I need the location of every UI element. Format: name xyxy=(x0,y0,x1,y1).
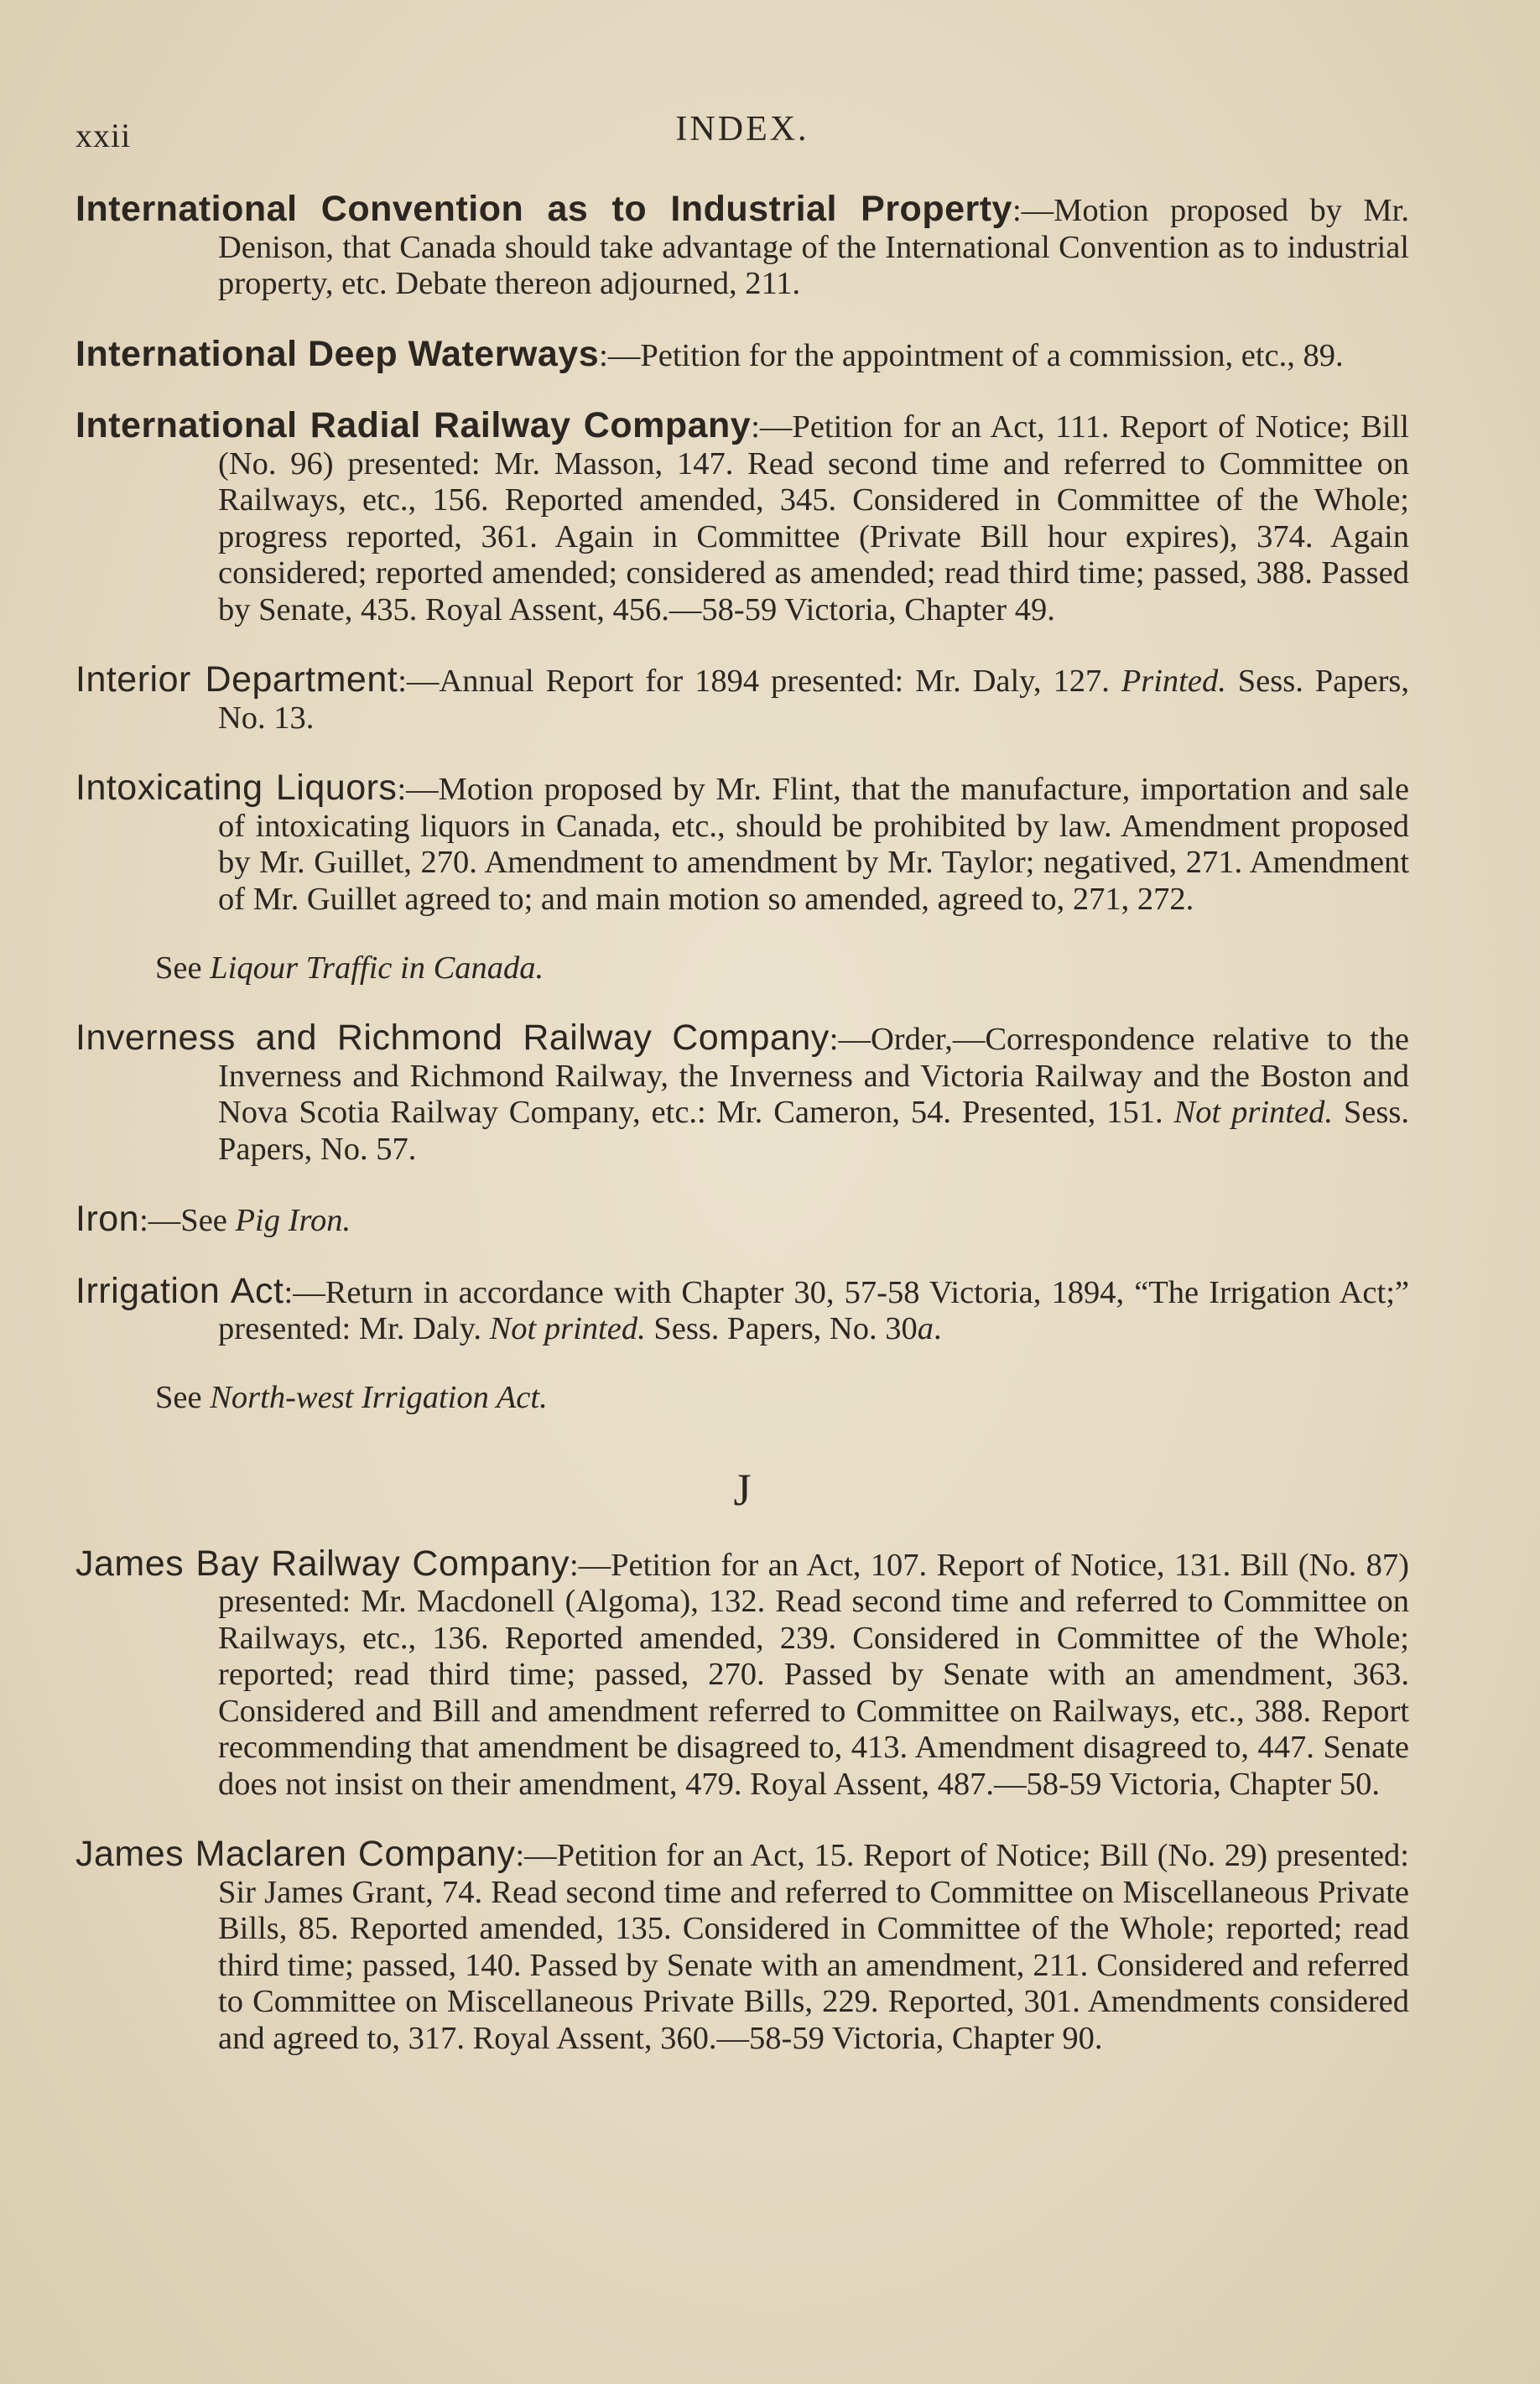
entry-body: :—Annual Report for 1894 presented: Mr. Daly, 127. xyxy=(398,664,1110,699)
index-entry xyxy=(75,333,1409,375)
entry-heading: James Maclaren Company xyxy=(75,1834,516,1874)
page-header xyxy=(75,109,1409,176)
not-printed-note: Not printed. xyxy=(1173,1095,1333,1130)
entry-heading: Interior Department xyxy=(75,659,398,700)
see-target: Liqour Traffic in Canada. xyxy=(210,950,544,986)
see-reference xyxy=(75,1380,1409,1417)
see-reference xyxy=(75,950,1409,987)
index-entry xyxy=(75,770,1409,918)
section-letter: J xyxy=(733,1464,752,1515)
entry-body: :—Petition for an Act, 107. Report of Notice, 131. Bill (No. 87) presented: Mr. Macdonell (Algoma), 132. Read second time and referred to Committee on Railways, etc., 136. Reported amended, 239. Considered in Committee of the Whole; reported; read third time; passed, 270. Passed by Senate with an amendment, 363. Considered and Bill and amendment referred to Committee on Railways, etc., 388. Report recommending that amendment be disagreed to, 413. Amendment disagreed to, 447. Senate does not insist on their amendment, 479. Royal Assent, 487.—58-59 Victoria, Chapter 50. xyxy=(218,1547,1409,1802)
index-page xyxy=(75,109,1409,2090)
see-target: Pig Iron. xyxy=(235,1203,351,1238)
entry-body: :—See xyxy=(139,1203,227,1238)
page-number: xxii xyxy=(75,117,132,154)
entry-tail: Sess. Papers, No. 13. xyxy=(218,664,1410,736)
entry-heading: Intoxicating Liquors xyxy=(75,768,398,808)
entry-body: :—Petition for the appointment of a commission, etc., 89. xyxy=(599,337,1344,373)
entry-body: :—Petition for an Act, 15. Report of Notice; Bill (No. 29) presented: Sir James Grant, 74. Read second time and referred to Committee on Miscellaneous Private Bills, 85. Reported amended, 135. Considered in Committee of the Whole; reported; read third time; passed, 140. Passed by Senate with an amendment, 211. Considered and referred to Committee on Miscellaneous Private Bills, 229. Reported, 301. Amendments considered and agreed to, 317. Royal Assent, 360.—58-59 Victoria, Chapter 90. xyxy=(218,1838,1409,2056)
not-printed-note: Not printed. xyxy=(489,1311,646,1346)
entry-heading: Inverness and Richmond Railway Company xyxy=(75,1018,830,1058)
index-entry xyxy=(75,1270,1410,1348)
entry-tail-end: . xyxy=(934,1311,942,1346)
entry-heading: International Radial Railway Company xyxy=(75,405,752,445)
entry-body: :—Order,—Correspondence relative to the Inverness and Richmond Railway, the Inverness and Victoria Railway and the Boston and Nova Scotia Railway Company, etc.: Mr. Cameron, 54. Presented, 151. xyxy=(218,1022,1409,1130)
entry-tail: Sess. Papers, No. 57. xyxy=(218,1095,1410,1167)
index-entry xyxy=(75,1201,1409,1240)
entry-heading: James Bay Railway Company xyxy=(75,1543,570,1584)
index-entry xyxy=(75,1836,1409,2057)
entry-tail-suffix: a xyxy=(917,1311,934,1346)
see-label: See xyxy=(155,1380,202,1415)
index-entry xyxy=(75,659,1410,737)
index-entry xyxy=(75,1020,1409,1168)
index-entry xyxy=(75,1543,1409,1804)
entry-heading: International Convention as to Industrial Property xyxy=(75,189,1012,229)
running-head: INDEX. xyxy=(675,110,809,148)
index-entry xyxy=(75,191,1409,303)
entry-body: :—Motion proposed by Mr. Flint, that the manufacture, importation and sale of intoxicating liquors in Canada, etc., should be prohibited by law. Amendment proposed by Mr. Guillet, 270. Amendment to amendment by Mr. Taylor; negatived, 271. Amendment of Mr. Guillet agreed to; and main motion so amended, agreed to, 271, 272. xyxy=(218,772,1409,917)
entry-heading: International Deep Waterways xyxy=(75,333,600,374)
see-target: North-west Irrigation Act. xyxy=(210,1380,548,1415)
entry-body: :—Petition for an Act, 111. Report of Notice; Bill (No. 96) presented: Mr. Masson, 147. Read second time and referred to Committee on Railways, etc., 156. Reported amended, 345. Considered in Committee of the Whole; progress reported, 361. Again in Committee (Private Bill hour expires), 374. Again considered; reported amended; considered as amended; read third time; passed, 388. Passed by Senate, 435. Royal Assent, 456.—58-59 Victoria, Chapter 49. xyxy=(218,409,1409,627)
entry-heading: Iron xyxy=(75,1199,140,1239)
entry-body: :—Motion proposed by Mr. Denison, that Canada should take advantage of the International Convention as to industrial property, etc. Debate thereon adjourned, 211. xyxy=(218,193,1409,301)
see-label: See xyxy=(155,950,202,986)
entry-tail: Sess. Papers, No. 30 xyxy=(653,1311,918,1346)
printed-note: Printed. xyxy=(1121,664,1226,699)
entry-body: :—Return in accordance with Chapter 30, 57-58 Victoria, 1894, “The Irrigation Act;” presented: Mr. Daly. xyxy=(218,1274,1410,1346)
entry-heading: Irrigation Act xyxy=(75,1270,284,1311)
index-entry xyxy=(75,405,1409,628)
